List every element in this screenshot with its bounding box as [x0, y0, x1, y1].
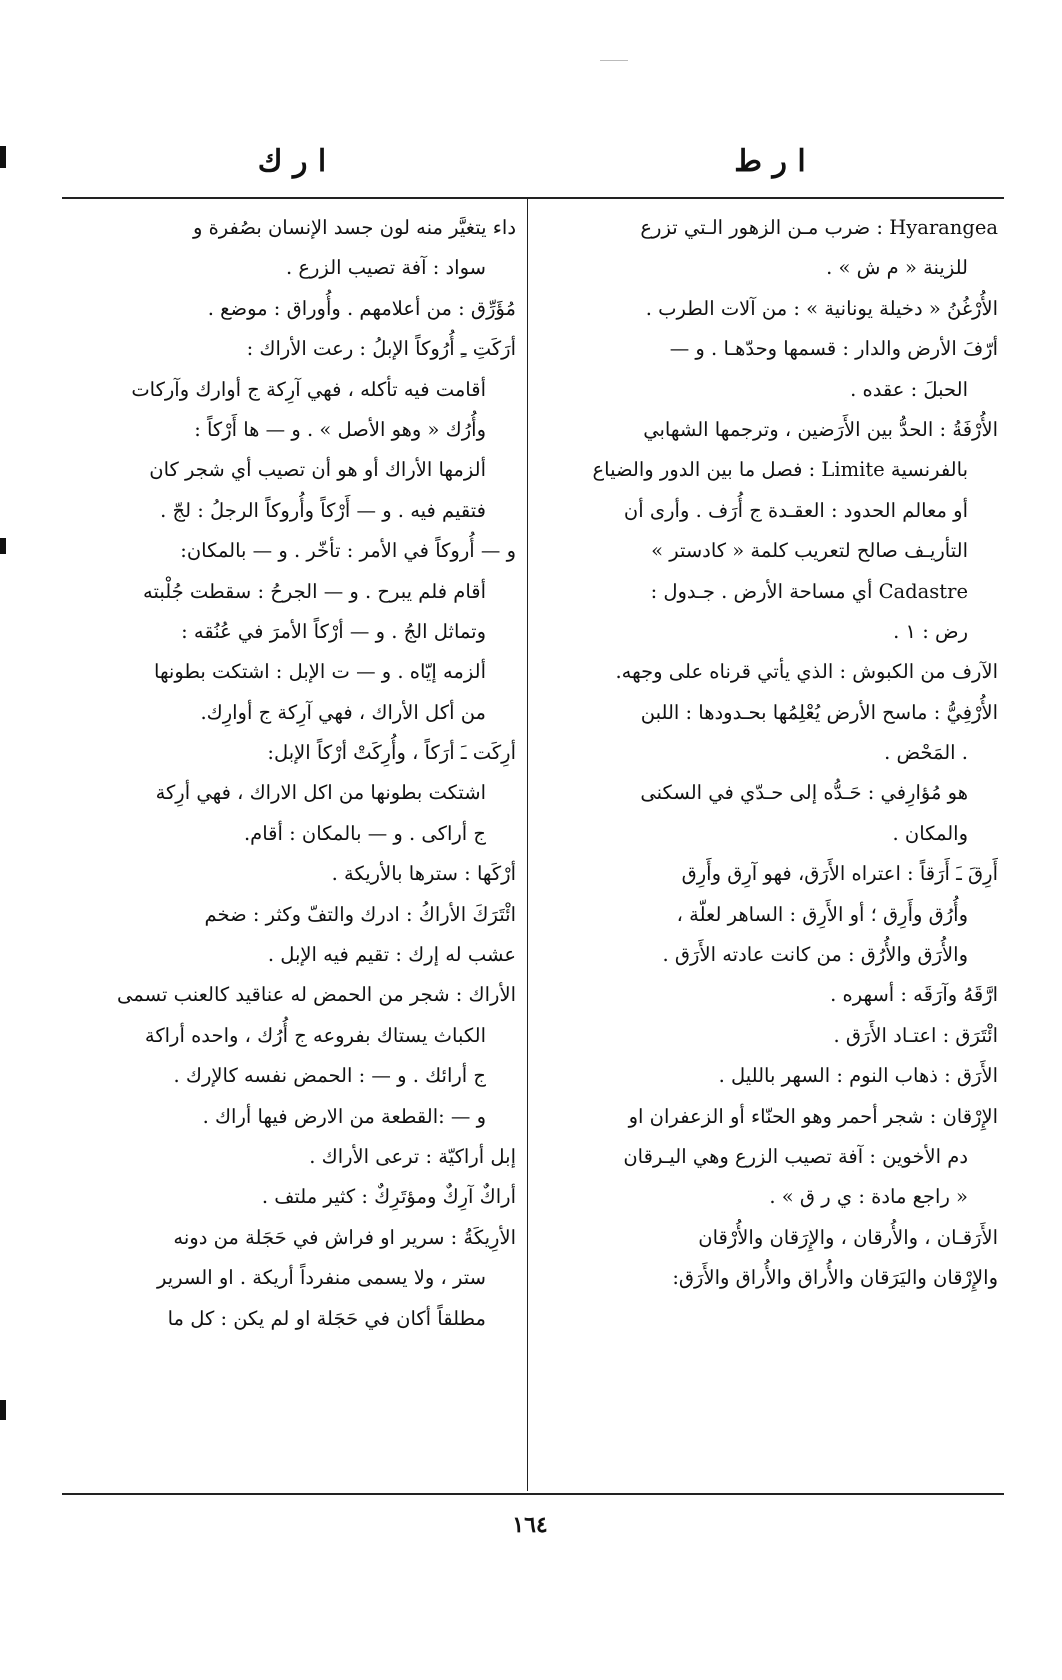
text-line: داء يتغيَّر منه لون جسد الإنسان بصُفرة و: [192, 216, 516, 239]
text-line: ارَّقَهُ وآرَقَه : أسهره .: [830, 983, 998, 1007]
text-line: من أكل الأراك ، فهي آرِكة ج أوارِك.: [200, 700, 486, 724]
binding-mark: [0, 1400, 6, 1420]
text-line: والأُرَق والأُرُق : من كانت عادته الأَرَق .: [662, 943, 968, 967]
text-line: بالفرنسية Limite : فصل ما بين الدور والضياع: [592, 458, 968, 482]
text-line: ستر ، ولا يسمى منفرداً أريكة . او السرير: [156, 1266, 486, 1290]
text-line: اشتكت بطونها من اكل الاراك ، فهي أرِكة: [155, 781, 486, 805]
text-line: هو مُؤارِفي : حَـدُّه إلى حـدّي في السكنى: [640, 781, 968, 805]
text-line: والإِرْقان واليَرَقان والأُراق والأُراق والأَرَق:: [672, 1266, 998, 1290]
text-line: وأُرُك « وهو الأصل » . و — ها أَرْكاً :: [194, 417, 486, 441]
left-column: [66, 208, 516, 1339]
text-line: Hyarangea : ضرب مـن الزهور الـتي تزرع: [640, 216, 998, 239]
text-line: أرْكَها : سترها بالأريكة .: [331, 862, 516, 886]
text-line: أرِكَت ـَ أرَكاً ، وأُرِكَتْ أرْكاً الإبل:: [267, 741, 516, 765]
text-line: الإِرْقان : شجر أحمر وهو الحنّاء أو الزعفران او: [628, 1104, 998, 1128]
text-line: إبل أراكيّة : ترعى الأراك .: [309, 1144, 516, 1168]
text-line: الآرف من الكبوش : الذي يأتي قرناه على وجهه.: [615, 660, 998, 684]
text-line: الأُرْفَةُ : الحدُّ بين الأَرَضين ، وترجمها الشهابي: [643, 417, 998, 441]
page-number: ١٦٤: [512, 1512, 548, 1538]
text-line: أراكٌ آرِكٌ ومؤتَرِكٌ : كثير ملتف .: [261, 1185, 516, 1209]
text-line: والمكان .: [892, 821, 968, 845]
text-line: و — أُروكاً في الأمر : تأخّر . و — بالمكان:: [180, 539, 516, 563]
text-line: « راجع مادة : ي ر ق » .: [769, 1185, 968, 1209]
text-line: الحبلَ : عقده .: [850, 377, 968, 401]
text-line: أو معالم الحدود : العقـدة ج أُرَف . وأرى أن: [623, 498, 968, 522]
text-line: أقام فلم يبرح . و — الجرحُ : سقطت جُلْبته: [142, 579, 486, 603]
text-line: مطلقاً أكان في حَجَلة او لم يكن : كل ما: [167, 1306, 486, 1330]
text-line: الأَرَق : ذهاب النوم : السهر بالليل .: [718, 1064, 998, 1088]
text-line: مُؤَرِّق : من أعلامهم . وأُوراق : موضع .: [207, 296, 516, 320]
right-column: [536, 208, 998, 1299]
text-line: أرَكَتِ ـِ أُرُوكاً الإبلُ : رعت الأراك :: [246, 337, 516, 361]
text-line: وتماثل الجُ . و — أرْكاً الأمرَ في عُنُقه :: [181, 619, 486, 643]
text-line: أَرِقَ ـَ أَرَقاً : اعتراه الأَرَق، فهو آرِق وأَرِق: [681, 862, 998, 886]
left-column-header: ا ر ك: [257, 144, 327, 179]
text-line: الأَرَقـان ، والأُرقان ، والإِرَقان والأُرْقان: [698, 1225, 998, 1249]
text-line: عشب له إرك : تقيم فيه الإبل .: [267, 943, 516, 967]
text-line: أقامت فيه تأكله ، فهي آرِكة ج أوارك وآركات: [131, 377, 486, 401]
text-line: للزينة « م ش » .: [826, 256, 968, 280]
text-line: ائْتَرَق : اعتـاد الأَرَق .: [833, 1023, 998, 1047]
binding-mark: [0, 146, 6, 168]
text-line: و — :القطعة من الارض فيها أراك .: [202, 1104, 486, 1128]
right-column-header: ا ر ط: [734, 144, 806, 179]
text-line: . المَحْض .: [884, 741, 968, 765]
text-line: الأرِيكَةُ : سرير او فراش في حَجَلة من دونه: [173, 1225, 516, 1249]
text-line: الأُرْفِيُّ : ماسح الأرض يُعْلِمُها بحـدودها : اللبن: [640, 700, 998, 724]
text-line: ج أرائك . و — : الحمض نفسه كالإرك .: [173, 1064, 486, 1088]
text-line: وأُرُق وأَرِق ؛ أو الأَرِق : الساهر لعلّة ،: [676, 902, 968, 926]
text-line: أرّفَ الأرض والدار : قسمها وحدّهـا . و —: [669, 337, 998, 361]
bottom-rule: [62, 1493, 1004, 1495]
text-line: فتقيم فيه . و — أَرْكاً وأُروكاً الرجلُ : لجّ .: [160, 498, 486, 522]
top-rule: [62, 197, 1004, 199]
text-line: ائْتَرَكَ الأراكُ : ادرك والتفّ وكثر : ضخم: [204, 902, 516, 926]
binding-mark: [0, 538, 6, 554]
text-line: رض : ١ .: [893, 619, 968, 643]
scan-smudge: [600, 60, 628, 61]
text-line: الأُرْغُنُ « دخيلة يونانية » : من آلات الطرب .: [645, 296, 998, 320]
text-line: ج أراكى . و — بالمكان : أقام.: [243, 821, 486, 845]
text-line: التأريـف صالح لتعريب كلمة « كادستر »: [651, 539, 968, 563]
column-divider: [527, 199, 528, 1491]
text-line: ألزمها الأراك أو هو أن تصيب أي شجر كان: [149, 458, 486, 482]
text-line: الأراك : شجر من الحمض له عناقيد كالعنب تسمى: [117, 983, 516, 1007]
text-line: الكباث يستاك بفروعه ج أُرُك ، واحده أراكة: [144, 1023, 486, 1047]
text-line: ألزمه إيّاه . و — ت الإبل : اشتكت بطونها: [154, 660, 486, 684]
text-line: سواد : آفة تصيب الزرع .: [285, 256, 486, 280]
text-line: Cadastre أي مساحة الأرض . جـدول :: [650, 579, 968, 603]
text-line: دم الأخوين : آفة تصيب الزرع وهي اليـرقان: [623, 1144, 968, 1168]
